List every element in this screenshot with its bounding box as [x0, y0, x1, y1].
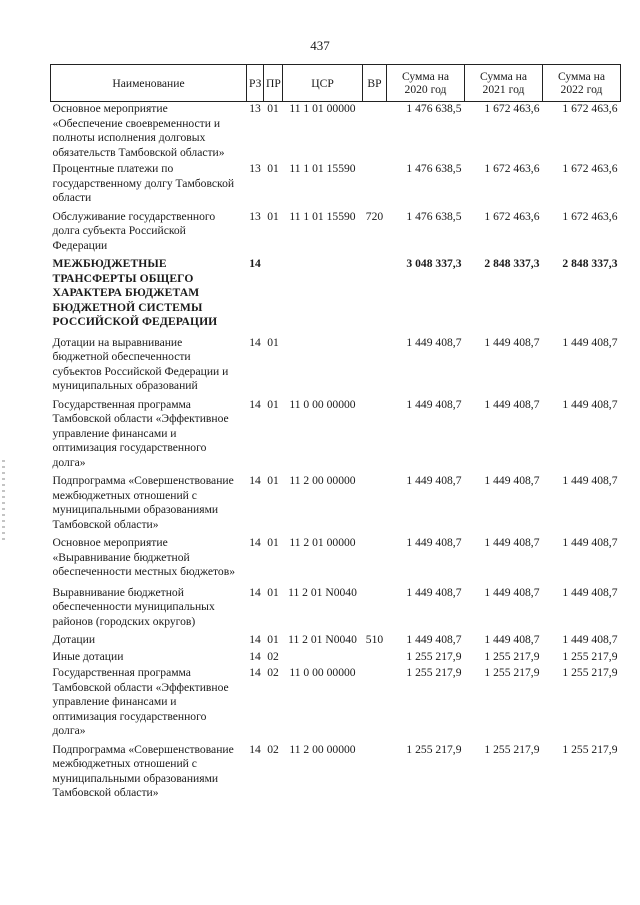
row-name: Основное мероприятие «Обеспечение своевременности и полноты исполнения долговых обязательств Тамбовской области»	[52, 102, 225, 159]
row-sum-2021: 1 672 463,6	[484, 209, 540, 223]
row-vr	[363, 586, 387, 634]
table-row	[51, 336, 621, 398]
row-name: Выравнивание бюджетной обеспеченности муниципальных районов (городских округов)	[52, 585, 215, 628]
row-name: Основное мероприятие «Выравнивание бюджетной обеспеченности местных бюджетов»	[52, 536, 235, 578]
row-sum-2022: 1 449 408,7	[562, 536, 618, 549]
row-csr: 11 1 01 00000	[289, 102, 356, 115]
row-rz: 14	[249, 397, 261, 411]
row-csr: 11 1 01 15590	[289, 162, 356, 175]
row-sum-2020: 1 449 408,7	[406, 633, 462, 646]
row-name: Дотации	[52, 633, 96, 646]
header-vr: ВР	[363, 65, 387, 102]
row-vr	[363, 257, 387, 336]
row-name: Процентные платежи по государственному долгу Тамбовской области	[52, 162, 235, 204]
row-csr: 11 0 00 00000	[289, 666, 356, 679]
row-sum-2022: 1 672 463,6	[562, 209, 618, 223]
row-name: Иные дотации	[52, 649, 124, 663]
row-sum-2020: 1 449 408,7	[406, 397, 462, 411]
scan-artifact	[2, 460, 5, 540]
row-name: Государственная программа Тамбовской области «Эффективное управление финансами и оптимизация государственного долга»	[52, 397, 229, 469]
row-vr	[363, 162, 387, 210]
row-name: Обслуживание государственного долга субъекта Российской Федерации	[52, 209, 216, 252]
row-vr	[363, 536, 387, 586]
row-csr: 11 2 00 00000	[289, 742, 356, 756]
row-rz: 14	[249, 585, 261, 599]
row-name: Государственная программа Тамбовской области «Эффективное управление финансами и оптимизация государственного долга»	[52, 666, 229, 737]
row-vr: 720	[365, 209, 384, 223]
header-sum-2021: Сумма на 2021 год	[465, 65, 543, 102]
row-sum-2020: 1 255 217,9	[406, 649, 462, 663]
row-rz: 14	[249, 742, 261, 756]
row-sum-2020: 1 449 408,7	[406, 335, 462, 349]
row-sum-2021: 1 449 408,7	[484, 585, 540, 599]
row-rz: 14	[249, 335, 261, 349]
table-row	[51, 210, 621, 258]
row-sum-2020: 3 048 337,3	[406, 257, 462, 270]
row-sum-2022: 1 672 463,6	[562, 102, 618, 115]
row-sum-2021: 1 449 408,7	[484, 335, 540, 349]
row-csr	[283, 650, 363, 667]
row-sum-2020: 1 255 217,9	[406, 666, 462, 679]
row-pr: 01	[267, 102, 279, 115]
row-sum-2022: 2 848 337,3	[562, 257, 618, 270]
row-name: Подпрограмма «Совершенствование межбюджетных отношений с муниципальными образованиями Тамбовской области»	[52, 742, 234, 799]
row-sum-2020: 1 449 408,7	[406, 474, 462, 487]
row-sum-2021: 2 848 337,3	[484, 257, 540, 270]
row-csr: 11 2 01 00000	[289, 536, 356, 549]
row-vr: 510	[365, 633, 384, 646]
row-sum-2022: 1 449 408,7	[562, 633, 618, 646]
row-sum-2020: 1 476 638,5	[406, 162, 462, 175]
row-pr: 01	[267, 536, 279, 549]
row-vr	[363, 743, 387, 801]
header-rz: РЗ	[247, 65, 264, 102]
header-pr: ПР	[264, 65, 283, 102]
table-row	[51, 162, 621, 210]
row-pr: 01	[267, 633, 279, 646]
row-sum-2022: 1 255 217,9	[562, 742, 618, 756]
row-vr	[363, 666, 387, 743]
header-name: Наименование	[51, 65, 247, 102]
table-row	[51, 650, 621, 667]
row-sum-2022: 1 449 408,7	[562, 335, 618, 349]
row-vr	[363, 336, 387, 398]
table-header-row	[51, 65, 621, 102]
row-sum-2021: 1 449 408,7	[484, 397, 540, 411]
row-sum-2022: 1 672 463,6	[562, 162, 618, 175]
row-pr: 01	[267, 162, 279, 175]
row-rz: 14	[249, 633, 261, 646]
table-row	[51, 257, 621, 336]
row-name: Дотации на выравнивание бюджетной обеспеченности субъектов Российской Федерации и муниципальных образований	[52, 335, 229, 392]
row-sum-2022: 1 449 408,7	[562, 585, 618, 599]
header-sum-2022: Сумма на 2022 год	[543, 65, 621, 102]
table-row	[51, 102, 621, 163]
row-csr: 11 2 01 N0040	[288, 633, 357, 646]
row-vr	[363, 650, 387, 667]
row-csr: 11 2 01 N0040	[288, 585, 357, 599]
row-sum-2021: 1 449 408,7	[484, 633, 540, 646]
row-pr: 02	[267, 649, 279, 663]
row-pr: 01	[267, 585, 279, 599]
row-rz: 13	[249, 209, 261, 223]
row-rz: 14	[249, 649, 261, 663]
row-sum-2022: 1 255 217,9	[562, 666, 618, 679]
row-csr: 11 2 00 00000	[289, 474, 356, 487]
row-rz: 14	[249, 257, 261, 270]
row-sum-2020: 1 476 638,5	[406, 102, 462, 115]
page-number: 437	[310, 38, 330, 53]
row-sum-2022: 1 449 408,7	[562, 397, 618, 411]
table-body	[51, 102, 621, 801]
table-row	[51, 536, 621, 586]
row-csr: 11 0 00 00000	[289, 397, 356, 411]
header-sum-2020: Сумма на 2020 год	[387, 65, 465, 102]
row-vr	[363, 398, 387, 475]
row-name: Подпрограмма «Совершенствование межбюджетных отношений с муниципальными образованиями Тамбовской области»	[52, 474, 234, 531]
row-csr	[283, 257, 363, 336]
row-rz: 13	[249, 162, 261, 175]
row-sum-2020: 1 449 408,7	[406, 585, 462, 599]
row-pr: 02	[267, 742, 279, 756]
row-rz: 13	[249, 102, 261, 115]
row-sum-2020: 1 255 217,9	[406, 742, 462, 756]
table-row	[51, 474, 621, 536]
row-sum-2021: 1 449 408,7	[484, 536, 540, 549]
row-vr	[363, 474, 387, 536]
row-sum-2021: 1 449 408,7	[484, 474, 540, 487]
row-sum-2021: 1 255 217,9	[484, 649, 540, 663]
row-csr	[283, 336, 363, 398]
table-row	[51, 633, 621, 650]
row-sum-2020: 1 449 408,7	[406, 536, 462, 549]
header-csr: ЦСР	[283, 65, 363, 102]
row-rz: 14	[249, 536, 261, 549]
row-sum-2022: 1 255 217,9	[562, 649, 618, 663]
row-rz: 14	[249, 474, 261, 487]
row-name: МЕЖБЮДЖЕТНЫЕ ТРАНСФЕРТЫ ОБЩЕГО ХАРАКТЕРА БЮДЖЕТАМ БЮДЖЕТНОЙ СИСТЕМЫ РОССИЙСКОЙ ФЕДЕРАЦИИ	[52, 257, 218, 328]
row-sum-2022: 1 449 408,7	[562, 474, 618, 487]
table-row	[51, 666, 621, 743]
row-pr	[264, 257, 283, 336]
row-rz: 14	[249, 666, 261, 679]
budget-table	[50, 64, 621, 801]
row-pr: 01	[267, 209, 279, 223]
row-vr	[363, 102, 387, 163]
table-row	[51, 586, 621, 634]
row-pr: 02	[267, 666, 279, 679]
table-row	[51, 398, 621, 475]
row-csr: 11 1 01 15590	[289, 209, 356, 223]
row-sum-2021: 1 255 217,9	[484, 666, 540, 679]
table-row	[51, 743, 621, 801]
row-pr: 01	[267, 474, 279, 487]
row-sum-2021: 1 255 217,9	[484, 742, 540, 756]
row-sum-2021: 1 672 463,6	[484, 162, 540, 175]
row-sum-2020: 1 476 638,5	[406, 209, 462, 223]
row-pr: 01	[267, 335, 279, 349]
row-sum-2021: 1 672 463,6	[484, 102, 540, 115]
row-pr: 01	[267, 397, 279, 411]
